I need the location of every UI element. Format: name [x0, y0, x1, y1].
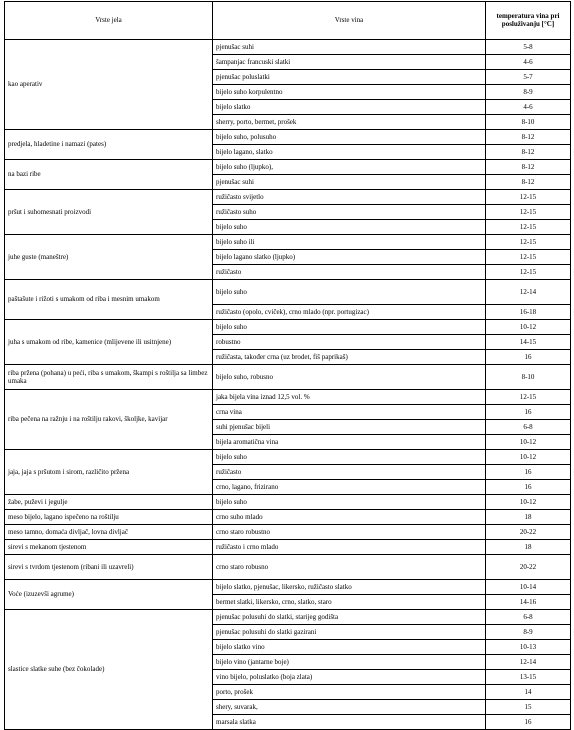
temperature-cell: 10-14	[486, 580, 571, 595]
wine-type-cell: ružičasto svijetlo	[213, 190, 486, 205]
temperature-cell: 16	[486, 465, 571, 480]
temperature-cell: 8-9	[486, 625, 571, 640]
wine-type-cell: crna vina	[213, 405, 486, 420]
table-row	[5, 525, 571, 540]
temperature-cell: 12-15	[486, 205, 571, 220]
temperature-cell: 12-15	[486, 250, 571, 265]
food-type-cell: meso bijelo, lagano ispečeno na roštilju	[5, 510, 213, 525]
food-type-cell: predjela, hladetine i namazi (pates)	[5, 130, 213, 160]
food-type-cell: riba pečena na ražnju i na roštilju rakovi, školjke, kavijar	[5, 390, 213, 450]
food-type-cell: žabe, puževi i jegulje	[5, 495, 213, 510]
wine-type-cell: shery, suvarak,	[213, 700, 486, 715]
wine-type-cell: bijelo suho	[213, 280, 486, 305]
wine-type-cell: pjenušac suhi	[213, 40, 486, 55]
wine-type-cell: bijelo suho	[213, 450, 486, 465]
temperature-cell: 18	[486, 510, 571, 525]
food-type-cell: sirevi s mekanom tjestenom	[5, 540, 213, 555]
wine-type-cell: porto, prošek	[213, 685, 486, 700]
food-type-cell: juhe guste (maneštre)	[5, 235, 213, 280]
wine-type-cell: robustno	[213, 335, 486, 350]
wine-type-cell: crno staro robustno	[213, 525, 486, 540]
temperature-cell: 14-15	[486, 335, 571, 350]
wine-type-cell: bijelo suho (ljupko),	[213, 160, 486, 175]
temperature-cell: 8-9	[486, 85, 571, 100]
header-wine-types: Vrste vina	[213, 2, 486, 40]
wine-type-cell: marsala slatka	[213, 715, 486, 730]
temperature-cell: 12-14	[486, 655, 571, 670]
wine-type-cell: crno, lagano, frizirano	[213, 480, 486, 495]
temperature-cell: 12-15	[486, 190, 571, 205]
temperature-cell: 5-7	[486, 70, 571, 85]
temperature-cell: 8-10	[486, 365, 571, 390]
header-food-types: Vrste jela	[5, 2, 213, 40]
wine-type-cell: bijelo suho ili	[213, 235, 486, 250]
temperature-cell: 10-12	[486, 450, 571, 465]
table-row	[5, 160, 571, 175]
wine-type-cell: bijelo lagano, slatko	[213, 145, 486, 160]
wine-type-cell: ružičasto	[213, 465, 486, 480]
table-row	[5, 320, 571, 335]
table-row	[5, 540, 571, 555]
temperature-cell: 20-22	[486, 555, 571, 580]
wine-type-cell: bijelo suho	[213, 220, 486, 235]
wine-type-cell: suhi pjenušac bijeli	[213, 420, 486, 435]
wine-type-cell: bijelo slatko	[213, 100, 486, 115]
wine-type-cell: sherry, porto, bermet, prošek	[213, 115, 486, 130]
wine-type-cell: bijelo suho, robusno	[213, 365, 486, 390]
header-serving-temperature: temperatura vina pri posluživanju [°C]	[486, 2, 571, 40]
temperature-cell: 5-8	[486, 40, 571, 55]
temperature-cell: 12-15	[486, 265, 571, 280]
table-row	[5, 555, 571, 580]
table-row	[5, 495, 571, 510]
wine-type-cell: bijelo slatko, pjenušac, likersko, ružičasto slatko	[213, 580, 486, 595]
temperature-cell: 8-12	[486, 160, 571, 175]
food-type-cell: kao aperativ	[5, 40, 213, 130]
food-type-cell: meso tamno, domaća divljač, lovna divljač	[5, 525, 213, 540]
wine-type-cell: pjenušac polusuhi do slatki gazirani	[213, 625, 486, 640]
temperature-cell: 10-12	[486, 435, 571, 450]
temperature-cell: 6-8	[486, 420, 571, 435]
wine-type-cell: pjenušac polusuhi do slatki, starijeg godišta	[213, 610, 486, 625]
temperature-cell: 16-18	[486, 305, 571, 320]
wine-type-cell: ružičasto i crno mlado	[213, 540, 486, 555]
wine-type-cell: crno staro robusno	[213, 555, 486, 580]
table-body	[5, 40, 571, 730]
temperature-cell: 12-15	[486, 220, 571, 235]
temperature-cell: 12-14	[486, 280, 571, 305]
wine-type-cell: ružičasto suho	[213, 205, 486, 220]
temperature-cell: 18	[486, 540, 571, 555]
header-row	[5, 2, 571, 40]
temperature-cell: 16	[486, 405, 571, 420]
wine-type-cell: ružičasta, također crna (uz brodet, fiš paprikaš)	[213, 350, 486, 365]
temperature-cell: 14-16	[486, 595, 571, 610]
food-type-cell: riba pržena (pohana) u peći, riba s umakom, škampi s roštilja sa limbez umaka	[5, 365, 213, 390]
wine-type-cell: bijela aromatična vina	[213, 435, 486, 450]
table-row	[5, 130, 571, 145]
temperature-cell: 14	[486, 685, 571, 700]
temperature-cell: 13-15	[486, 670, 571, 685]
temperature-cell: 12-15	[486, 390, 571, 405]
table-row	[5, 235, 571, 250]
wine-type-cell: pjenušac suhi	[213, 175, 486, 190]
wine-type-cell: šampanjac francuski slatki	[213, 55, 486, 70]
wine-type-cell: bijelo vino (jantarne boje)	[213, 655, 486, 670]
wine-type-cell: bijelo slatko vino	[213, 640, 486, 655]
food-type-cell: sirevi s tvrdom tjestenom (ribani ili uzavreli)	[5, 555, 213, 580]
table-row	[5, 610, 571, 625]
table-row	[5, 40, 571, 55]
temperature-cell: 12-15	[486, 235, 571, 250]
temperature-cell: 8-10	[486, 115, 571, 130]
temperature-cell: 4-6	[486, 100, 571, 115]
wine-type-cell: vino bijelo, poluslatko (boja zlata)	[213, 670, 486, 685]
table-row	[5, 190, 571, 205]
table-row	[5, 390, 571, 405]
wine-pairing-table	[4, 1, 571, 730]
wine-type-cell: bijelo suho korpulentno	[213, 85, 486, 100]
wine-type-cell: bijelo suho	[213, 495, 486, 510]
table-row	[5, 510, 571, 525]
temperature-cell: 10-13	[486, 640, 571, 655]
food-type-cell: paštašute i rižoti s umakom od riba i mesnim umakom	[5, 280, 213, 320]
food-type-cell: juha s umakom od ribe, kamenice (mlijevene ili usitnjene)	[5, 320, 213, 365]
wine-type-cell: bijelo suho, polusuho	[213, 130, 486, 145]
temperature-cell: 8-12	[486, 130, 571, 145]
wine-type-cell: pjenušac poluslatki	[213, 70, 486, 85]
table-header	[5, 2, 571, 40]
food-type-cell: Voće (izuzevši agrume)	[5, 580, 213, 610]
food-type-cell: jaja, jaja s pršutom i sirom, različito pržena	[5, 450, 213, 495]
wine-serving-temperature-document	[4, 1, 571, 730]
temperature-cell: 10-12	[486, 320, 571, 335]
temperature-cell: 16	[486, 480, 571, 495]
temperature-cell: 10-12	[486, 495, 571, 510]
temperature-cell: 16	[486, 715, 571, 730]
wine-type-cell: crno suho mlado	[213, 510, 486, 525]
table-row	[5, 365, 571, 390]
temperature-cell: 6-8	[486, 610, 571, 625]
temperature-cell: 20-22	[486, 525, 571, 540]
temperature-cell: 16	[486, 350, 571, 365]
food-type-cell: na bazi ribe	[5, 160, 213, 190]
temperature-cell: 15	[486, 700, 571, 715]
temperature-cell: 8-12	[486, 175, 571, 190]
temperature-cell: 4-6	[486, 55, 571, 70]
table-row	[5, 450, 571, 465]
wine-type-cell: ružičasto	[213, 265, 486, 280]
wine-type-cell: bijelo lagano slatko (ljupko)	[213, 250, 486, 265]
wine-type-cell: bermet slatki, likersko, crno, slatko, staro	[213, 595, 486, 610]
table-row	[5, 580, 571, 595]
wine-type-cell: ružičasto (opolo, cviček), crno mlado (npr. portugizac)	[213, 305, 486, 320]
food-type-cell: pršut i suhomesnati proizvodi	[5, 190, 213, 235]
table-row	[5, 280, 571, 305]
temperature-cell: 8-12	[486, 145, 571, 160]
wine-type-cell: bijelo suho	[213, 320, 486, 335]
food-type-cell: slastice slatke suhe (bez čokolade)	[5, 610, 213, 730]
wine-type-cell: jaka bijela vina iznad 12,5 vol. %	[213, 390, 486, 405]
